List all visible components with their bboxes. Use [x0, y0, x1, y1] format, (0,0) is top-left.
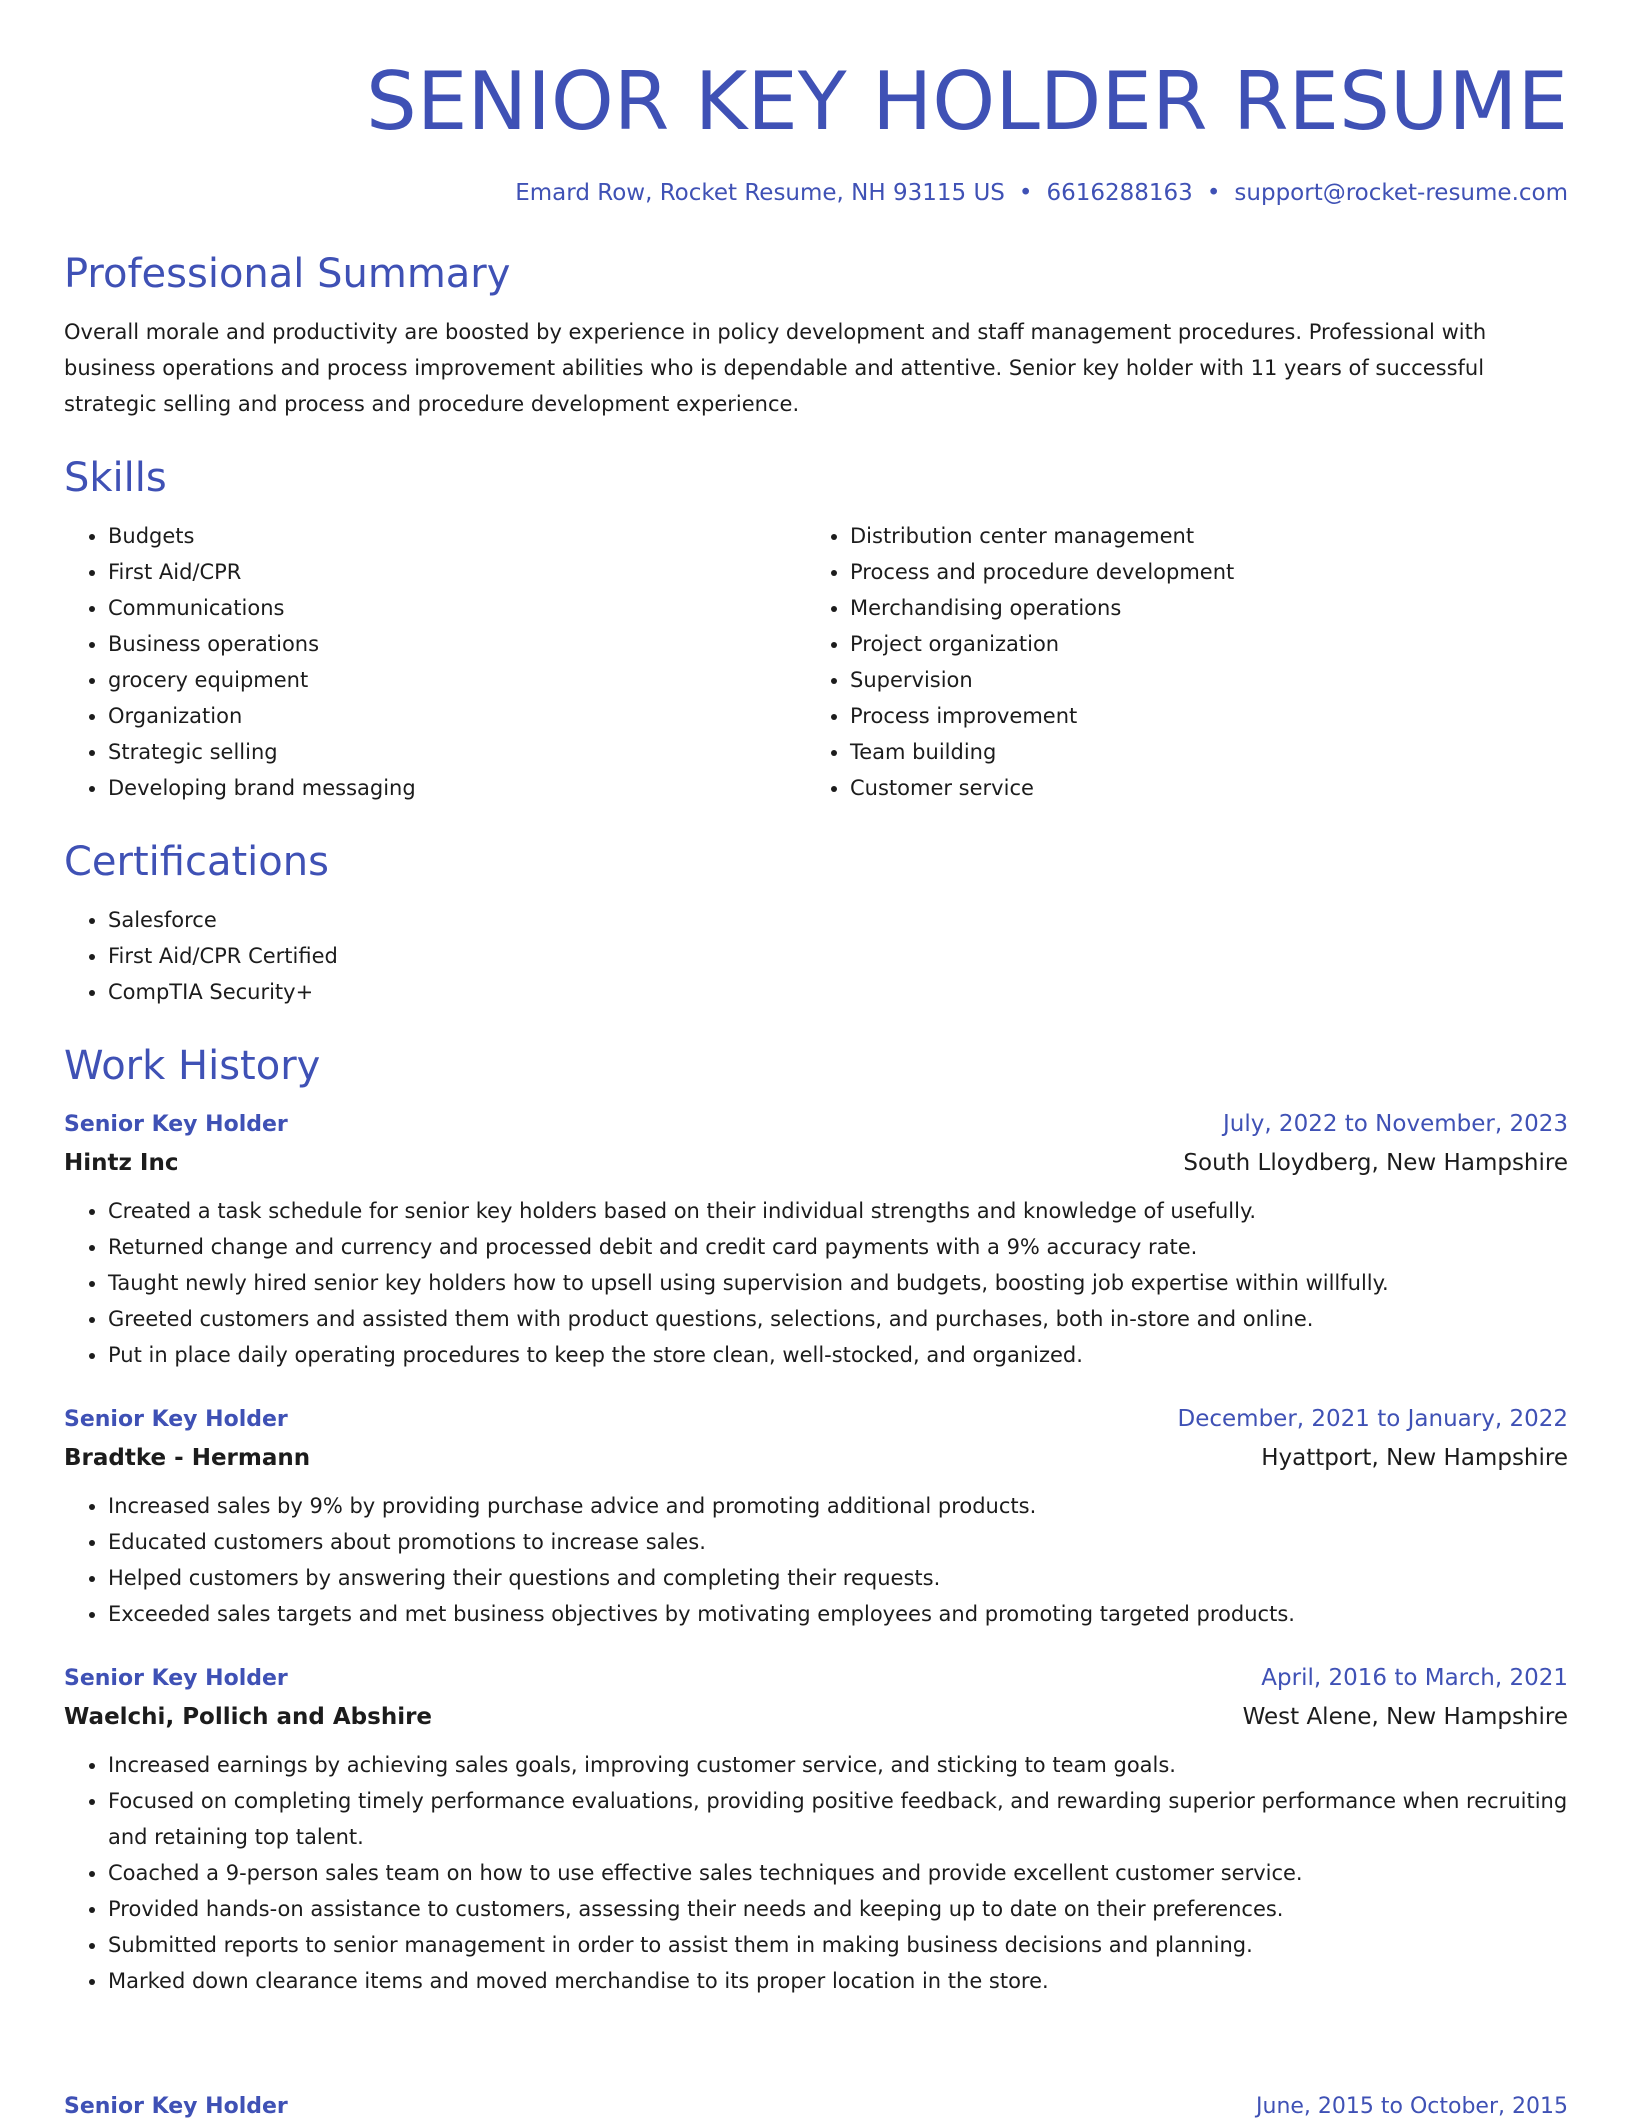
- job-title: Senior Key Holder: [64, 1666, 288, 1691]
- section-heading-work-history: Work History: [64, 1043, 321, 1089]
- skills-grid: [64, 518, 1568, 806]
- job-bullet: • Created a task schedule for senior key holders based on their individual strengths and knowledge of usefully.: [108, 1193, 1568, 1229]
- job-title: Senior Key Holder: [64, 1407, 288, 1432]
- section-heading-summary: Professional Summary: [64, 251, 511, 297]
- job-bullet: • Increased sales by 9% by providing purchase advice and promoting additional products.: [108, 1488, 1568, 1524]
- skill-item: • Process improvement: [850, 698, 1548, 734]
- summary-text: Overall morale and productivity are boosted by experience in policy development and staff management procedures. Professional with business operations and process improvement abilities who is dependable and attentive. Senior key holder with 11 years of successful strategic selling and process and procedure development experience.: [64, 320, 1487, 416]
- skill-item: • Communications: [108, 590, 806, 626]
- skill-item: • Process and procedure development: [850, 554, 1548, 590]
- job-entry: [64, 1660, 1568, 1999]
- job-dates: June, 2015 to October, 2015: [1256, 2094, 1568, 2119]
- job-location: West Alene, New Hampshire: [1242, 1704, 1568, 1730]
- skill-item: • Customer service: [850, 770, 1548, 806]
- job-bullets: [64, 1193, 1568, 1373]
- certification-item: • CompTIA Security+: [108, 974, 1568, 1010]
- skill-item: • Supervision: [850, 662, 1548, 698]
- separator-dot: •: [1206, 180, 1221, 206]
- job-bullet: • Helped customers by answering their questions and completing their requests.: [108, 1560, 1568, 1596]
- job-company: Bradtke - Hermann: [64, 1445, 311, 1471]
- phone-text: 6616288163: [1046, 180, 1193, 206]
- resume-header: [64, 0, 1568, 206]
- job-bullet: • Coached a 9-person sales team on how to use effective sales techniques and provide excellent customer service.: [108, 1855, 1568, 1891]
- skill-item: • Project organization: [850, 626, 1548, 662]
- skill-item: • grocery equipment: [108, 662, 806, 698]
- skill-item: • Budgets: [108, 518, 806, 554]
- contact-line: [64, 180, 1568, 206]
- job-title: Senior Key Holder: [64, 1112, 288, 1137]
- skill-item: • Distribution center management: [850, 518, 1548, 554]
- job-bullet: • Provided hands-on assistance to customers, assessing their needs and keeping up to date on their preferences.: [108, 1891, 1568, 1927]
- job-entry: [64, 1401, 1568, 1632]
- skill-item: • Developing brand messaging: [108, 770, 806, 806]
- resume-page: [64, 0, 1568, 1999]
- skill-item: • First Aid/CPR: [108, 554, 806, 590]
- work-history-section: [64, 1040, 1568, 1999]
- job-bullet: • Marked down clearance items and moved merchandise to its proper location in the store.: [108, 1963, 1568, 1999]
- job-header-row: [64, 1660, 1568, 1697]
- certification-item: • Salesforce: [108, 902, 1568, 938]
- email-link[interactable]: support@rocket-resume.com: [1234, 180, 1568, 206]
- section-heading-skills: Skills: [64, 455, 167, 501]
- skills-column-right: [806, 518, 1548, 806]
- separator-dot: •: [1018, 180, 1033, 206]
- job-bullets: [64, 1488, 1568, 1632]
- job-company: Hintz Inc: [64, 1150, 179, 1176]
- certification-item: • First Aid/CPR Certified: [108, 938, 1568, 974]
- skill-item: • Organization: [108, 698, 806, 734]
- job-company: Waelchi, Pollich and Abshire: [64, 1704, 433, 1730]
- skills-list-left: [64, 518, 806, 806]
- job-bullet: • Greeted customers and assisted them with product questions, selections, and purchases, both in-store and online.: [108, 1301, 1568, 1337]
- certifications-section: [64, 836, 1568, 1010]
- job-dates: December, 2021 to January, 2022: [1177, 1406, 1568, 1432]
- job-header-row: [64, 1106, 1568, 1143]
- job-dates: April, 2016 to March, 2021: [1261, 1665, 1568, 1691]
- skill-item: • Business operations: [108, 626, 806, 662]
- job-bullets: [64, 1747, 1568, 1999]
- job-title: Senior Key Holder: [64, 2094, 288, 2119]
- job-location: South Lloydberg, New Hampshire: [1183, 1150, 1568, 1176]
- job-dates: July, 2022 to November, 2023: [1222, 1111, 1568, 1137]
- job-bullet: • Increased earnings by achieving sales goals, improving customer service, and sticking to team goals.: [108, 1747, 1568, 1783]
- job-company-row: [64, 1697, 1568, 1737]
- address-text: Emard Row, Rocket Resume, NH 93115 US: [515, 180, 1005, 206]
- skills-column-left: [64, 518, 806, 806]
- skills-list-right: [806, 518, 1548, 806]
- job-location: Hyattport, New Hampshire: [1261, 1445, 1568, 1471]
- job-bullet: • Submitted reports to senior management in order to assist them in making business decisions and planning.: [108, 1927, 1568, 1963]
- job-bullet: • Exceeded sales targets and met business objectives by motivating employees and promoting targeted products.: [108, 1596, 1568, 1632]
- resume-title: SENIOR KEY HOLDER RESUME: [366, 55, 1568, 148]
- job-entry: [64, 1106, 1568, 1373]
- skill-item: • Merchandising operations: [850, 590, 1548, 626]
- job-bullet: • Focused on completing timely performance evaluations, providing positive feedback, and rewarding superior performance when recruiting and retaining top talent.: [108, 1783, 1568, 1855]
- job-bullet: • Put in place daily operating procedures to keep the store clean, well-stocked, and organized.: [108, 1337, 1568, 1373]
- summary-section: [64, 248, 1568, 422]
- next-job-partial: [64, 2094, 1568, 2119]
- job-company-row: [64, 1143, 1568, 1183]
- skill-item: • Strategic selling: [108, 734, 806, 770]
- job-company-row: [64, 1438, 1568, 1478]
- skills-section: [64, 452, 1568, 806]
- certifications-list: [64, 902, 1568, 1010]
- job-header-row: [64, 1401, 1568, 1438]
- job-bullet: • Returned change and currency and processed debit and credit card payments with a 9% accuracy rate.: [108, 1229, 1568, 1265]
- section-heading-certifications: Certifications: [64, 839, 329, 885]
- job-bullet: • Educated customers about promotions to increase sales.: [108, 1524, 1568, 1560]
- job-bullet: • Taught newly hired senior key holders how to upsell using supervision and budgets, boosting job expertise within willfully.: [108, 1265, 1568, 1301]
- skill-item: • Team building: [850, 734, 1548, 770]
